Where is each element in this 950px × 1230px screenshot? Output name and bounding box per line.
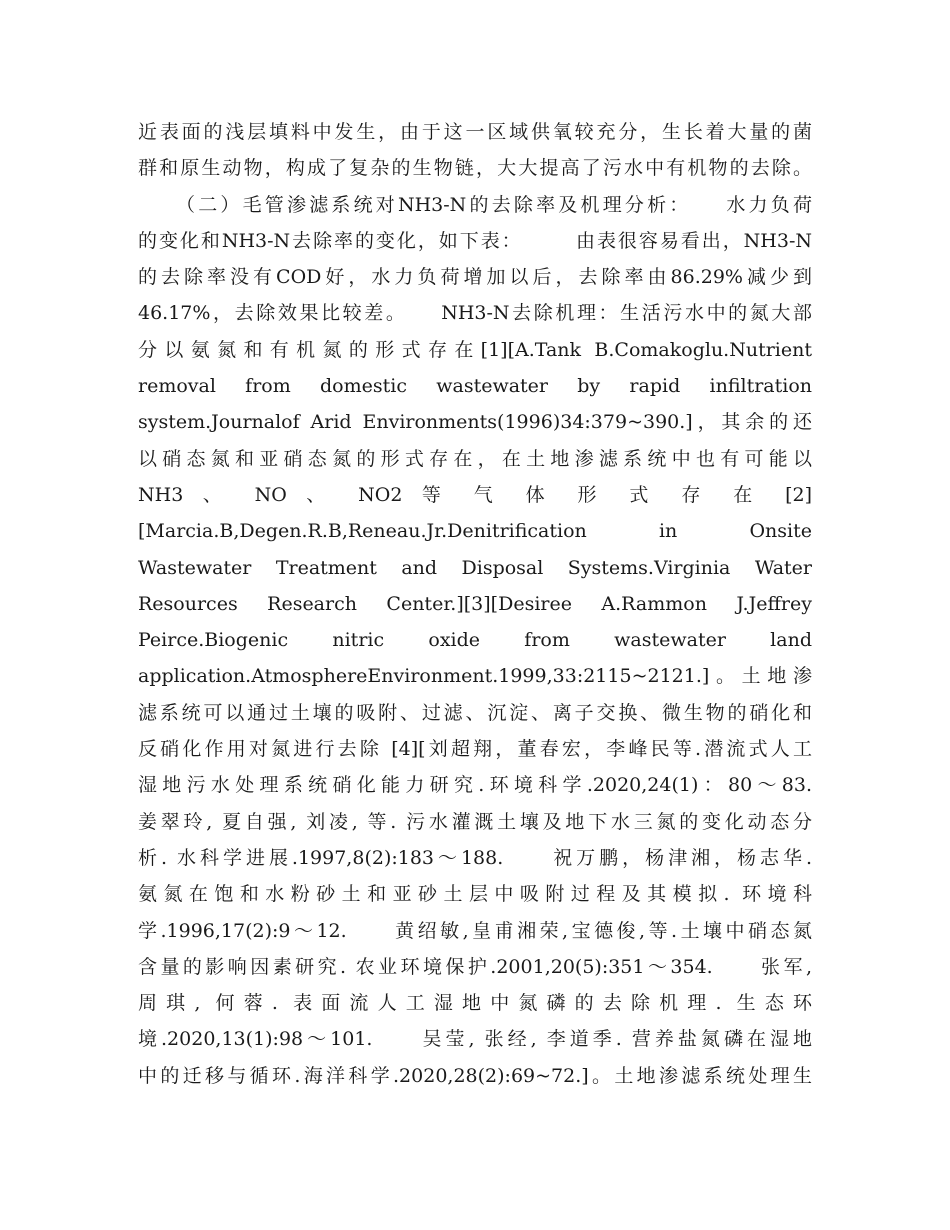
text-line-24: 含量的影响因素研究. 农业环境保护.2001,20(5):351～354. 张军, (138, 955, 812, 978)
text-line-20: 姜翠玲, 夏自强, 刘凌, 等. 污水灌溉土壤及地下水三氮的变化动态分 (138, 810, 812, 833)
text-line-11: NH3 、 NO 、 NO2 等 气 体 形 式 存 在 [2] (138, 483, 812, 506)
text-line-17: 滤系统可以通过土壤的吸附、过滤、沉淀、离子交换、微生物的硝化和 (138, 701, 812, 724)
text-line-7: 分以氨氮和有机氮的形式存在[1][A.Tank B.Comakoglu.Nutrient (138, 338, 812, 361)
text-line-1: 近表面的浅层填料中发生，由于这一区域供氧较充分，生长着大量的菌 (138, 121, 812, 143)
text-line-23: 学.1996,17(2):9～12. 黄绍敏,皇甫湘荣,宝德俊,等.土壤中硝态氮 (138, 919, 812, 942)
text-line-5: 的去除率没有COD好，水力负荷增加以后，去除率由86.29%减少到 (138, 266, 812, 289)
text-line-10: 以硝态氮和亚硝态氮的形式存在，在土地渗滤系统中也有可能以 (138, 447, 812, 470)
text-line-15: Peirce.Biogenic nitric oxide from wastewater land (138, 629, 812, 652)
text-line-9: system.Journalof Arid Environments(1996)34:379~390.]，其余的还 (138, 411, 812, 434)
text-line-14: Resources Research Center.][3][Desiree A.Rammon J.Jeffrey (138, 592, 812, 615)
text-line-25: 周琪, 何蓉. 表面流人工湿地中氮磷的去除机理. 生态环 (138, 992, 812, 1015)
text-line-8: removal from domestic wastewater by rapid infiltration (138, 375, 812, 398)
text-line-21: 析. 水科学进展.1997,8(2):183～188. 祝万鹏，杨津湘，杨志华. (138, 846, 812, 869)
text-line-27: 中的迁移与循环.海洋科学.2020,28(2):69~72.]。土地渗滤系统处理生 (138, 1064, 812, 1087)
text-line-6: 46.17%，去除效果比较差。 NH3-N去除机理：生活污水中的氮大部 (138, 302, 812, 325)
text-line-18: 反硝化作用对氮进行去除 [4][刘超翔，董春宏，李峰民等.潜流式人工 (138, 738, 812, 761)
text-line-2: 群和原生动物，构成了复杂的生物链，大大提高了污水中有机物的去除。 (138, 157, 812, 180)
text-line-22: 氨氮在饱和水粉砂土和亚砂土层中吸附过程及其模拟. 环境科 (138, 883, 812, 906)
text-line-4: 的变化和NH3-N去除率的变化，如下表： 由表很容易看出，NH3-N (138, 229, 812, 252)
text-line-16: application.AtmosphereEnvironment.1999,33:2115~2121.]。土地渗 (138, 665, 812, 688)
text-line-12: [Marcia.B,Degen.R.B,Reneau.Jr.Denitrification in Onsite (138, 520, 812, 543)
text-line-3: （二）毛管渗滤系统对NH3-N的去除率及机理分析： 水力负荷 (176, 193, 812, 216)
body-text (138, 114, 812, 1094)
text-line-19: 湿地污水处理系统硝化能力研究.环境科学.2020,24(1)：80～83. (138, 774, 812, 797)
text-line-13: Wastewater Treatment and Disposal Systems.Virginia Water (138, 556, 812, 579)
text-line-26: 境.2020,13(1):98～101. 吴莹, 张经, 李道季. 营养盐氮磷在湿地 (138, 1028, 812, 1051)
